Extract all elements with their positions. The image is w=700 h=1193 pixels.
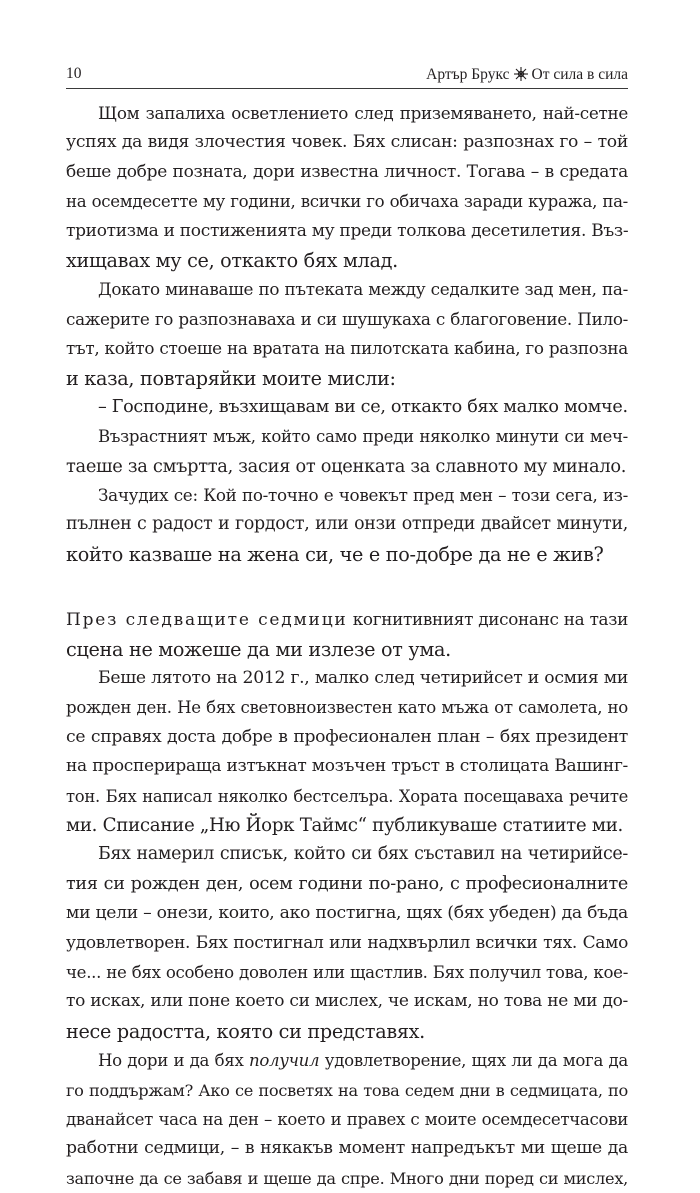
text-line: че... не бях особено доволен или щастлив. Бях получил това, кое- — [66, 962, 628, 982]
text-line: несе радостта, която си представях. — [66, 1019, 425, 1043]
text-line: Бях намерил списък, който си бях съставил на четирийсе- — [98, 844, 628, 865]
text-line — [66, 1046, 628, 1075]
running-head — [426, 65, 628, 88]
text-line: на просперираща изтъкнат мозъчен тръст в столицата Вашинг- — [66, 756, 628, 777]
text-line: на осемдесетте му години, всички го обичаха заради куража, па- — [66, 192, 628, 212]
body-text — [66, 99, 628, 1193]
text-line: Беше лятото на 2012 г., малко след четирийсет и осмия ми — [98, 668, 628, 689]
text-line: Възрастният мъж, който само преди няколко минути си меч- — [98, 427, 628, 447]
text-line: и каза, повтаряйки моите мисли: — [66, 366, 396, 390]
text-line: тът, който стоеше на вратата на пилотската кабина, го разпозна — [66, 338, 628, 359]
text-line: започне да се забавя и щеше да спре. Много дни поред си мислех, — [66, 1168, 628, 1188]
small-caps-lead: През следващите седмици — [66, 610, 348, 631]
running-header — [66, 62, 628, 86]
text-run: когнитивният дисонанс на тази — [347, 609, 628, 630]
text-line: ми. Списание „Ню Йорк Таймс“ публикуваше статиите ми. — [66, 814, 624, 836]
text-line: хищавах му се, откакто бях млад. — [66, 248, 398, 272]
text-line: се справях доста добре в професионален план – бях президент — [66, 726, 628, 747]
text-line: го поддържам? Ако се посветях на това седем дни в седмицата, по — [66, 1080, 628, 1100]
text-line: Докато минаваше по пътеката между седалките зад мен, па- — [98, 279, 628, 300]
section-break — [66, 569, 628, 605]
author-name: Артър Брукс — [426, 66, 510, 83]
text-line: триотизма и постиженията му преди толкова десетилетия. Въз- — [66, 220, 629, 241]
text-line: Зачудих се: Кой по-точно е човекът пред мен – този сега, из- — [98, 485, 628, 506]
text-line: – Господине, възхищавам ви се, откакто бях малко момче. — [98, 396, 628, 417]
text-run: Но дори и да бях — [98, 1051, 249, 1071]
text-line: сцена не можеше да ми излезе от ума. — [66, 637, 451, 661]
text-line: Щом запалиха осветлението след приземяването, най-сетне — [98, 103, 628, 123]
text-line: работни седмици, – в някакъв момент напредъкът ми щеше да — [66, 1138, 628, 1159]
text-line: ми цели – онези, които, ако постигна, щях (бях убеден) да бъда — [66, 903, 628, 924]
text-line: беше добре позната, дори известна личност. Тогава – в средата — [66, 161, 628, 182]
text-run: удовлетворение, щях ли да мога да — [319, 1051, 628, 1071]
text-line: дванайсет часа на ден – което и правех с моите осемдесетчасови — [66, 1109, 628, 1129]
book-title: От сила в сила — [531, 66, 628, 83]
page-number: 10 — [66, 65, 82, 82]
text-line: успях да видя злочестия човек. Бях слисан: разпознах го – той — [66, 132, 628, 153]
text-line: таеше за смъртта, засия от оценката за славното му минало. — [66, 455, 627, 477]
text-line: тон. Бях написал няколко бестселъра. Хората посещаваха речите — [66, 786, 628, 806]
text-line: сажерите го разпознаваха и си шушукаха с благоговение. Пило- — [66, 308, 628, 329]
text-line — [66, 605, 628, 634]
text-line: пълнен с радост и гордост, или онзи отпреди двайсет минути, — [66, 514, 628, 535]
text-line: рожден ден. Не бях световноизвестен като мъжа от самолета, но — [66, 698, 628, 718]
header-rule — [66, 88, 628, 89]
text-line: тия си рожден ден, осем години по-рано, с професионалните — [66, 873, 628, 894]
text-line: който казваше на жена си, че е по-добре да не е жив? — [66, 542, 604, 566]
floral-ornament-icon — [512, 65, 530, 88]
italic-word: получил — [248, 1051, 320, 1071]
text-line: то исках, или поне което си мислех, че искам, но това не ми до- — [66, 991, 628, 1012]
text-line: удовлетворен. Бях постигнал или надхвърлил всички тях. Само — [66, 932, 628, 953]
